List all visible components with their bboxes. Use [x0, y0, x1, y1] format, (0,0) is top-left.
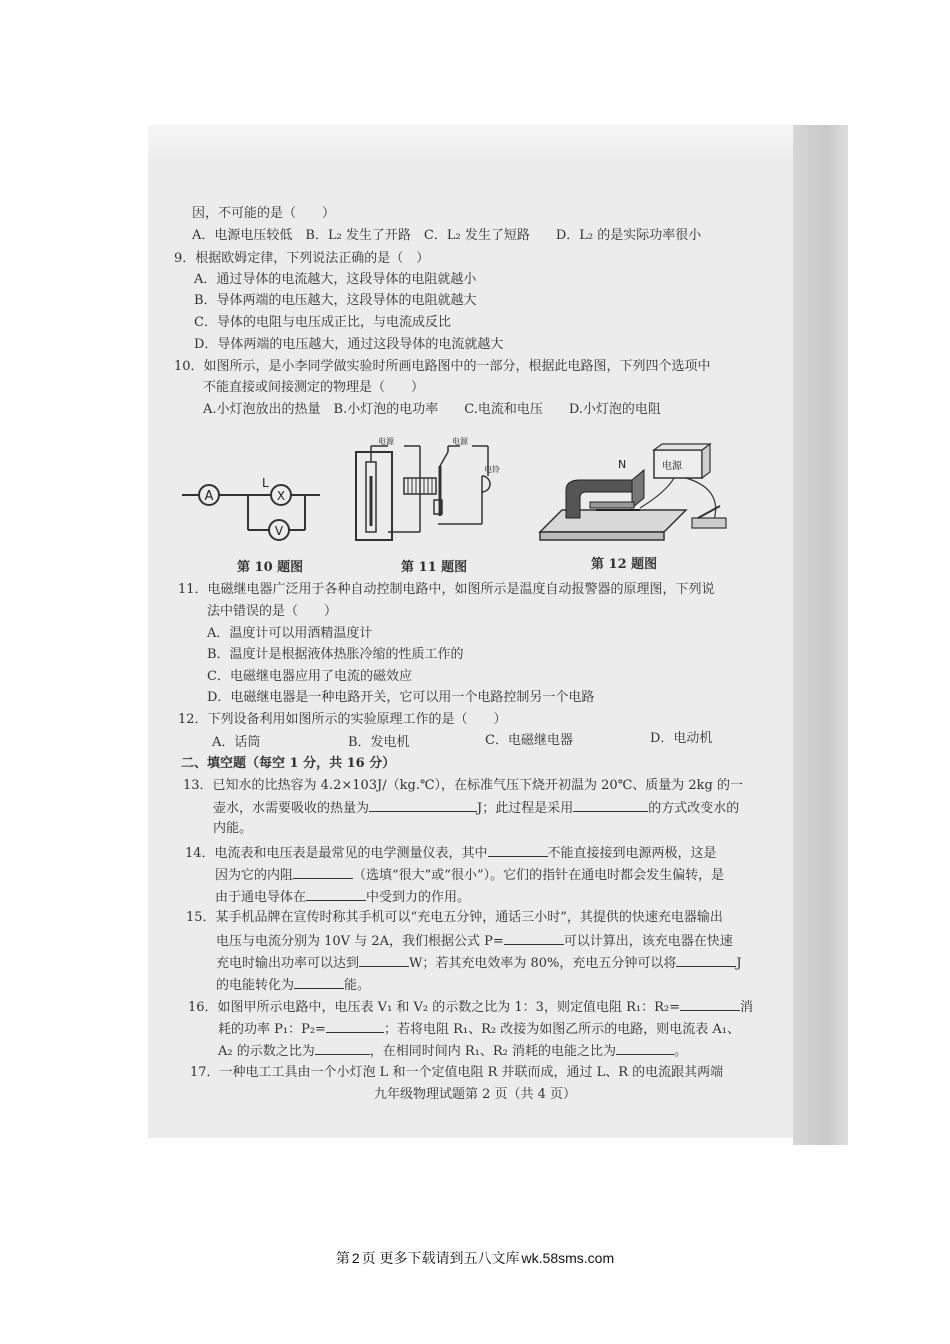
q11-option-b: B．温度计是根据液体热胀冷缩的性质工作的 [207, 647, 464, 662]
q15-blank-power[interactable] [359, 954, 409, 967]
q16-text-a: 16．如图甲所示电路中，电压表 V₁ 和 V₂ 的示数之比为 1：3，则定值电阻 R₁：R₂= [188, 1000, 680, 1015]
q14-line3 [215, 888, 470, 906]
q16-text-g: 。 [674, 1044, 688, 1059]
fig10-lamp-symbol: X [276, 489, 286, 503]
q9-option-c: C．导体的电阻与电压成正比，与电流成反比 [194, 315, 451, 330]
q10-stem-line2: 不能直接或间接测定的物理是（ ） [203, 380, 425, 395]
q14-line2 [215, 866, 724, 884]
figure-10-caption: 第 10 题图 [237, 560, 304, 575]
q15-text-a: 电压与电流分别为 10V 与 2A，我们根据公式 P= [216, 934, 504, 949]
q14-text-c: 因为它的内阻 [215, 868, 294, 883]
fig11-bell-label: 电铃 [484, 465, 500, 474]
q16-text-d: ；若将电阻 R₁、R₂ 改接为如图乙所示的电路，则电流表 A₁、 [383, 1022, 740, 1037]
footer [0, 1248, 950, 1268]
figure-12-apparatus [536, 440, 748, 550]
q16-text-c: 耗的功率 P₁：P₂= [218, 1022, 326, 1037]
q11-option-a: A．温度计可以用酒精温度计 [207, 626, 373, 641]
q13-line1: 13．已知水的比热容为 4.2×103J/（kg.℃），在标准气压下烧开初温为 20℃、质量为 2kg 的一 [183, 778, 743, 793]
q16-line3 [218, 1042, 687, 1060]
fig11-power1-label: 电源 [378, 437, 394, 446]
q14-blank-meter[interactable] [488, 844, 548, 857]
q16-line1 [188, 998, 753, 1016]
q13-text-b: J；此过程是采用 [477, 801, 574, 816]
q15-text-c: 充电时输出功率可以达到 [216, 956, 360, 971]
figure-11-alarm-circuit [348, 436, 503, 546]
q8-options: A．电源电压较低 B．L₂ 发生了开路 C．L₂ 发生了短路 D．L₂ 的是实际功率很小 [192, 228, 702, 243]
fig12-north-label: N [618, 458, 627, 471]
footer-page-number: 2 [351, 1250, 360, 1266]
q15-text-f: 的电能转化为 [216, 978, 295, 993]
footer-text: 页 更多下载请到五八文库 [361, 1250, 520, 1266]
q16-blank-ratio-p[interactable] [326, 1020, 384, 1033]
q13-blank-heat[interactable] [369, 799, 477, 812]
q11-stem-line2: 法中错误的是（ ） [207, 604, 338, 619]
q12-option-a: A．话筒 [212, 735, 261, 750]
q14-text-f: 中受到力的作用。 [366, 890, 471, 905]
section-2-heading: 二、填空题（每空 1 分，共 16 分） [181, 756, 396, 771]
q11-stem-line1: 11．电磁继电器广泛用于各种自动控制电路中，如图所示是温度自动报警器的原理图，下列说 [178, 582, 715, 597]
q14-text-b: 不能直接接到电源两极，这是 [547, 846, 717, 861]
fig12-power-label: 电源 [662, 461, 682, 472]
q15-blank-formula[interactable] [504, 932, 564, 945]
q11-option-d: D．电磁继电器是一种电路开关，它可以用一个电路控制另一个电路 [207, 690, 595, 705]
q13-text-c: 的方式改变水的 [648, 801, 740, 816]
q9-option-a: A．通过导体的电流越大，这段导体的电阻就越小 [194, 272, 477, 287]
q10-options: A.小灯泡放出的热量 B.小灯泡的电功率 C.电流和电压 D.小灯泡的电阻 [203, 402, 661, 417]
q15-blank-form[interactable] [294, 976, 344, 989]
footer-url[interactable]: wk.58sms.com [521, 1250, 615, 1266]
q15-text-e: J [736, 956, 742, 971]
q16-blank-ratio-r[interactable] [680, 998, 740, 1011]
q15-line1: 15．某手机品牌在宣传时称其手机可以“充电五分钟，通话三小时”，其提供的快速充电器输出 [186, 910, 723, 925]
scan-page-edge [793, 125, 848, 1145]
fig11-power2-label: 电源 [452, 437, 468, 446]
q13-line3: 内能。 [213, 821, 253, 836]
q16-text-b: 消 [739, 1000, 753, 1015]
q15-line4 [216, 976, 370, 994]
q15-text-g: 能。 [344, 978, 371, 993]
q14-blank-resistance[interactable] [293, 866, 353, 879]
q15-text-b: 可以计算出，该充电器在快速 [563, 934, 733, 949]
q16-blank-ratio-w[interactable] [616, 1042, 674, 1055]
q14-blank-field[interactable] [306, 888, 366, 901]
q12-option-c: C．电磁继电器 [485, 733, 573, 748]
q9-stem: 9．根据欧姆定律，下列说法正确的是（ ） [174, 251, 430, 266]
q9-option-b: B．导体两端的电压越大，这段导体的电阻就越大 [194, 293, 477, 308]
q15-line3 [216, 954, 742, 972]
q9-option-d: D．导体两端的电压越大，通过这段导体的电流就越大 [194, 337, 504, 352]
q15-text-d: W；若其充电效率为 80%，充电五分钟可以将 [409, 956, 677, 971]
q12-option-d: D．电动机 [650, 731, 713, 746]
scan-top-shade [148, 125, 793, 165]
q8-continuation: 因，不可能的是（ ） [192, 206, 336, 221]
q14-text-d: （选填“很大”或“很小”）。它们的指针在通电时都会发生偏转，是 [353, 868, 725, 883]
q13-blank-method[interactable] [573, 799, 648, 812]
q15-line2 [216, 932, 733, 950]
fig10-lamp-label: L [262, 476, 269, 490]
q13-text-a: 壶水，水需要吸收的热量为 [213, 801, 370, 816]
q16-blank-ratio-a[interactable] [315, 1042, 370, 1055]
figure-11-caption: 第 11 题图 [401, 560, 468, 575]
q13-line2 [213, 799, 739, 817]
q12-stem: 12．下列设备利用如图所示的实验原理工作的是（ ） [178, 712, 507, 727]
fig10-ammeter-label: A [204, 489, 214, 504]
figure-10-circuit [180, 470, 330, 545]
footer-prefix: 第 [335, 1250, 350, 1266]
page-label: 九年级物理试题第 2 页（共 4 页） [373, 1087, 577, 1102]
q16-text-f: ，在相同时间内 R₁、R₂ 消耗的电能之比为 [369, 1044, 616, 1059]
q14-text-e: 由于通电导体在 [215, 890, 307, 905]
q10-stem-line1: 10．如图所示，是小李同学做实验时所画电路图中的一部分，根据此电路图，下列四个选项中 [174, 359, 711, 374]
fig10-voltmeter-label: V [274, 524, 284, 538]
q14-text-a: 14．电流表和电压表是最常见的电学测量仪表，其中 [185, 846, 488, 861]
figure-12-caption: 第 12 题图 [591, 557, 658, 572]
q17-line1: 17．一种电工工具由一个小灯泡 L 和一个定值电阻 R 并联而成，通过 L、R 的电流跟其两端 [190, 1065, 724, 1080]
q16-line2 [218, 1020, 740, 1038]
q16-text-e: A₂ 的示数之比为 [218, 1044, 315, 1059]
q15-blank-energy[interactable] [676, 954, 736, 967]
q12-option-b: B．发电机 [348, 735, 410, 750]
q11-option-c: C．电磁继电器应用了电流的磁效应 [207, 669, 412, 684]
q14-line1 [185, 844, 717, 862]
